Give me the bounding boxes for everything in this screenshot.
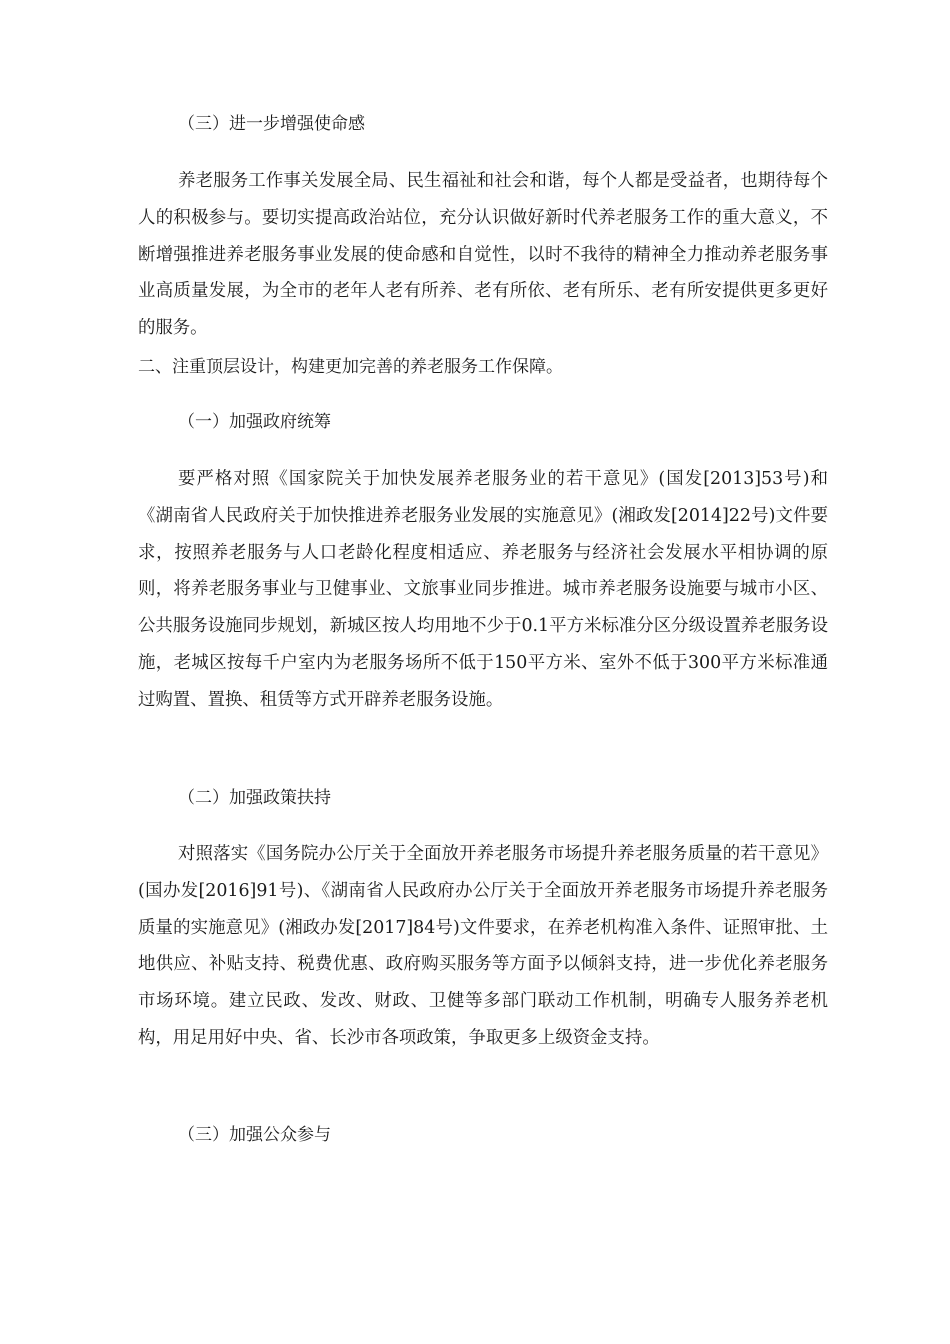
- subsection-heading-public-participation: （三）加强公众参与: [178, 1125, 331, 1145]
- paragraph-government: 要严格对照《国家院关于加快发展养老服务业的若干意见》(国发[2013]53号)和《湖南省人民政府关于加快推进养老服务业发展的实施意见》(湘政发[2014]22号)文件要求，按照养老服务与人口老龄化程度相适应、养老服务与经济社会发展水平相协调的原则，将养老服务事业与卫健事业、文旅事业同步推进。城市养老服务设施要与城市小区、公共服务设施同步规划，新城区按人均用地不少于0.1平方米标准分区分级设置养老服务设施，老城区按每千户室内为老服务场所不低于150平方米、室外不低于300平方米标准通过购置、置换、租赁等方式开辟养老服务设施。: [138, 469, 828, 710]
- section-heading-mission: （三）进一步增强使命感: [178, 114, 365, 134]
- subsection-heading-policy: （二）加强政策扶持: [178, 788, 331, 808]
- paragraph-mission: 养老服务工作事关发展全局、民生福祉和社会和谐，每个人都是受益者，也期待每个人的积极参与。要切实提高政治站位，充分认识做好新时代养老服务工作的重大意义，不断增强推进养老服务事业发展的使命感和自觉性，以时不我待的精神全力推动养老服务事业高质量发展，为全市的老年人老有所养、老有所依、老有所乐、老有所安提供更多更好的服务。: [138, 171, 828, 339]
- paragraph-policy: 对照落实《国务院办公厅关于全面放开养老服务市场提升养老服务质量的若干意见》(国办发[2016]91号)、《湖南省人民政府办公厅关于全面放开养老服务市场提升养老服务质量的实施意见》(湘政办发[2017]84号)文件要求，在养老机构准入条件、证照审批、土地供应、补贴支持、税费优惠、政府购买服务等方面予以倾斜支持，进一步优化养老服务市场环境。建立民政、发改、财政、卫健等多部门联动工作机制，明确专人服务养老机构，用足用好中央、省、长沙市各项政策，争取更多上级资金支持。: [138, 844, 828, 1048]
- main-heading-top-level-design: 二、注重顶层设计，构建更加完善的养老服务工作保障。: [138, 357, 563, 377]
- subsection-heading-government: （一）加强政府统筹: [178, 412, 331, 432]
